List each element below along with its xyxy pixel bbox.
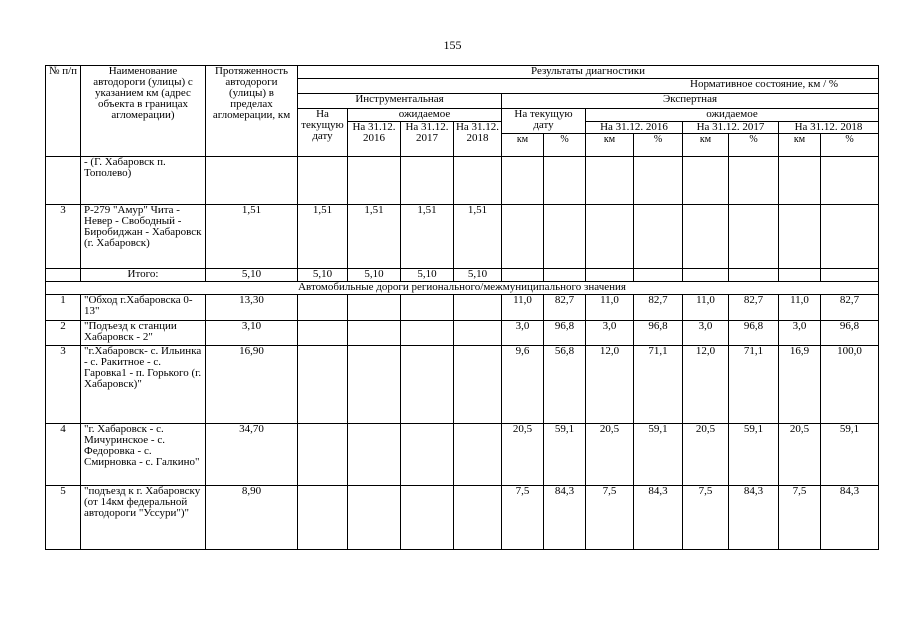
total-inst-value: 5,10 <box>401 269 454 282</box>
row-inst-value <box>454 321 502 346</box>
header-inst-year: На 31.12. 2017 <box>401 122 454 157</box>
row-length: 1,51 <box>206 205 298 269</box>
row-exp-value: 9,6 <box>502 346 544 424</box>
table-body-top <box>46 157 879 269</box>
row-exp-value: 59,1 <box>729 424 779 486</box>
row-exp-value <box>729 157 779 205</box>
table-body-regional <box>46 295 879 550</box>
row-name: "г. Хабаровск - с. Мичуринское - с. Федоровка - с. Смирновка - с. Галкино" <box>81 424 206 486</box>
header-exp-expected: ожидаемое <box>586 109 879 122</box>
row-exp-value: 3,0 <box>586 321 634 346</box>
row-inst-value <box>454 486 502 550</box>
row-exp-value <box>729 205 779 269</box>
table-row <box>46 486 879 550</box>
section-row <box>46 282 879 295</box>
row-inst-value <box>298 424 348 486</box>
row-exp-value: 7,5 <box>502 486 544 550</box>
row-exp-value <box>502 205 544 269</box>
row-exp-value <box>821 157 879 205</box>
header-exp-year: На 31.12. 2016 <box>586 122 683 134</box>
header-num: № п/п <box>46 66 81 157</box>
row-exp-value: 82,7 <box>544 295 586 321</box>
row-exp-value <box>683 157 729 205</box>
row-exp-value: 3,0 <box>683 321 729 346</box>
row-exp-value: 59,1 <box>821 424 879 486</box>
row-inst-value <box>298 321 348 346</box>
table-body-total <box>46 269 879 282</box>
row-exp-value: 59,1 <box>634 424 683 486</box>
total-exp-value <box>634 269 683 282</box>
header-km: км <box>586 134 634 157</box>
row-exp-value: 7,5 <box>779 486 821 550</box>
row-exp-value: 96,8 <box>544 321 586 346</box>
row-length: 13,30 <box>206 295 298 321</box>
header-km: км <box>683 134 729 157</box>
row-exp-value: 82,7 <box>729 295 779 321</box>
row-exp-value: 84,3 <box>634 486 683 550</box>
total-row <box>46 269 879 282</box>
header-inst-current: На текущую дату <box>298 109 348 157</box>
row-inst-value <box>298 157 348 205</box>
header-inst-year: На 31.12. 2018 <box>454 122 502 157</box>
header-inst-expected: ожидаемое <box>348 109 502 122</box>
row-exp-value <box>821 205 879 269</box>
row-exp-value <box>544 157 586 205</box>
row-inst-value <box>401 321 454 346</box>
total-exp-value <box>683 269 729 282</box>
header-km: км <box>779 134 821 157</box>
row-inst-value <box>348 295 401 321</box>
total-inst-value: 5,10 <box>454 269 502 282</box>
row-inst-value <box>401 346 454 424</box>
row-num: 4 <box>46 424 81 486</box>
page-number: 155 <box>443 38 462 52</box>
row-name: "Обход г.Хабаровска 0-13" <box>81 295 206 321</box>
row-exp-value: 12,0 <box>683 346 729 424</box>
row-exp-value: 84,3 <box>729 486 779 550</box>
row-inst-value: 1,51 <box>348 205 401 269</box>
total-exp-value <box>729 269 779 282</box>
row-exp-value: 3,0 <box>779 321 821 346</box>
table-row <box>46 346 879 424</box>
row-length: 16,90 <box>206 346 298 424</box>
row-inst-value <box>348 321 401 346</box>
row-inst-value <box>401 295 454 321</box>
row-exp-value: 20,5 <box>586 424 634 486</box>
row-exp-value: 7,5 <box>586 486 634 550</box>
row-length: 8,90 <box>206 486 298 550</box>
total-label: Итого: <box>81 269 206 282</box>
row-exp-value: 96,8 <box>821 321 879 346</box>
total-num <box>46 269 81 282</box>
row-exp-value <box>634 205 683 269</box>
row-exp-value <box>779 205 821 269</box>
row-inst-value <box>454 346 502 424</box>
row-exp-value <box>586 157 634 205</box>
row-exp-value: 82,7 <box>821 295 879 321</box>
row-exp-value: 11,0 <box>502 295 544 321</box>
row-name: Р-279 "Амур" Чита - Невер - Свободный - Биробиджан - Хабаровск (г. Хабаровск) <box>81 205 206 269</box>
total-exp-value <box>821 269 879 282</box>
row-inst-value <box>298 295 348 321</box>
row-inst-value: 1,51 <box>401 205 454 269</box>
total-length: 5,10 <box>206 269 298 282</box>
table-row <box>46 321 879 346</box>
row-exp-value: 12,0 <box>586 346 634 424</box>
row-inst-value <box>454 424 502 486</box>
row-exp-value: 20,5 <box>779 424 821 486</box>
table-row <box>46 424 879 486</box>
row-num: 2 <box>46 321 81 346</box>
row-inst-value <box>401 424 454 486</box>
row-inst-value <box>348 346 401 424</box>
row-exp-value: 3,0 <box>502 321 544 346</box>
header-normative: Нормативное состояние, км / % <box>298 79 879 94</box>
total-inst-value: 5,10 <box>298 269 348 282</box>
total-exp-value <box>544 269 586 282</box>
header-name: Наименование автодороги (улицы) с указанием км (адрес объекта в границах агломерации) <box>81 66 206 157</box>
table-body-section <box>46 282 879 295</box>
row-inst-value <box>401 157 454 205</box>
row-inst-value <box>298 486 348 550</box>
row-exp-value <box>544 205 586 269</box>
section-title: Автомобильные дороги регионального/межмуниципального значения <box>46 282 879 295</box>
row-exp-value: 96,8 <box>634 321 683 346</box>
row-exp-value: 59,1 <box>544 424 586 486</box>
row-length <box>206 157 298 205</box>
table-row <box>46 157 879 205</box>
header-exp-current: На текущую дату <box>502 109 586 134</box>
row-exp-value: 20,5 <box>683 424 729 486</box>
row-num: 3 <box>46 346 81 424</box>
row-exp-value: 11,0 <box>779 295 821 321</box>
header-pct: % <box>729 134 779 157</box>
row-num <box>46 157 81 205</box>
row-exp-value: 96,8 <box>729 321 779 346</box>
table-header <box>46 66 879 157</box>
diagnostics-table <box>45 65 879 550</box>
header-instrumental: Инструментальная <box>298 94 502 109</box>
row-exp-value <box>779 157 821 205</box>
row-exp-value <box>683 205 729 269</box>
total-exp-value <box>502 269 544 282</box>
row-exp-value: 100,0 <box>821 346 879 424</box>
row-num: 5 <box>46 486 81 550</box>
row-exp-value: 82,7 <box>634 295 683 321</box>
header-results: Результаты диагностики <box>298 66 879 79</box>
total-exp-value <box>779 269 821 282</box>
header-pct: % <box>821 134 879 157</box>
header-inst-year: На 31.12. 2016 <box>348 122 401 157</box>
row-name: - (Г. Хабаровск п. Тополево) <box>81 157 206 205</box>
table-row <box>46 295 879 321</box>
header-expert: Экспертная <box>502 94 879 109</box>
row-exp-value: 84,3 <box>544 486 586 550</box>
row-exp-value: 16,9 <box>779 346 821 424</box>
row-inst-value <box>348 486 401 550</box>
header-exp-year: На 31.12. 2018 <box>779 122 879 134</box>
row-exp-value <box>634 157 683 205</box>
row-length: 34,70 <box>206 424 298 486</box>
row-exp-value: 71,1 <box>634 346 683 424</box>
row-exp-value: 11,0 <box>683 295 729 321</box>
row-inst-value <box>348 157 401 205</box>
header-pct: % <box>634 134 683 157</box>
row-length: 3,10 <box>206 321 298 346</box>
row-name: "г.Хабаровск- с. Ильинка - с. Ракитное - с. Гаровка1 - п. Горького (г. Хабаровск)" <box>81 346 206 424</box>
row-name: "подъезд к г. Хабаровску (от 14км федеральной автодороги "Уссури")" <box>81 486 206 550</box>
row-inst-value <box>454 157 502 205</box>
row-inst-value <box>401 486 454 550</box>
row-exp-value <box>502 157 544 205</box>
row-inst-value <box>298 346 348 424</box>
row-exp-value: 11,0 <box>586 295 634 321</box>
row-exp-value: 56,8 <box>544 346 586 424</box>
row-exp-value: 20,5 <box>502 424 544 486</box>
row-exp-value <box>586 205 634 269</box>
total-inst-value: 5,10 <box>348 269 401 282</box>
header-km: км <box>502 134 544 157</box>
row-inst-value: 1,51 <box>454 205 502 269</box>
header-exp-year: На 31.12. 2017 <box>683 122 779 134</box>
row-num: 1 <box>46 295 81 321</box>
row-exp-value: 71,1 <box>729 346 779 424</box>
header-length: Протяженность автодороги (улицы) в пределах агломерации, км <box>206 66 298 157</box>
row-exp-value: 84,3 <box>821 486 879 550</box>
row-exp-value: 7,5 <box>683 486 729 550</box>
total-exp-value <box>586 269 634 282</box>
row-inst-value: 1,51 <box>298 205 348 269</box>
table-row <box>46 205 879 269</box>
row-name: "Подъезд к станции Хабаровск - 2" <box>81 321 206 346</box>
row-inst-value <box>348 424 401 486</box>
row-inst-value <box>454 295 502 321</box>
row-num: 3 <box>46 205 81 269</box>
header-pct: % <box>544 134 586 157</box>
